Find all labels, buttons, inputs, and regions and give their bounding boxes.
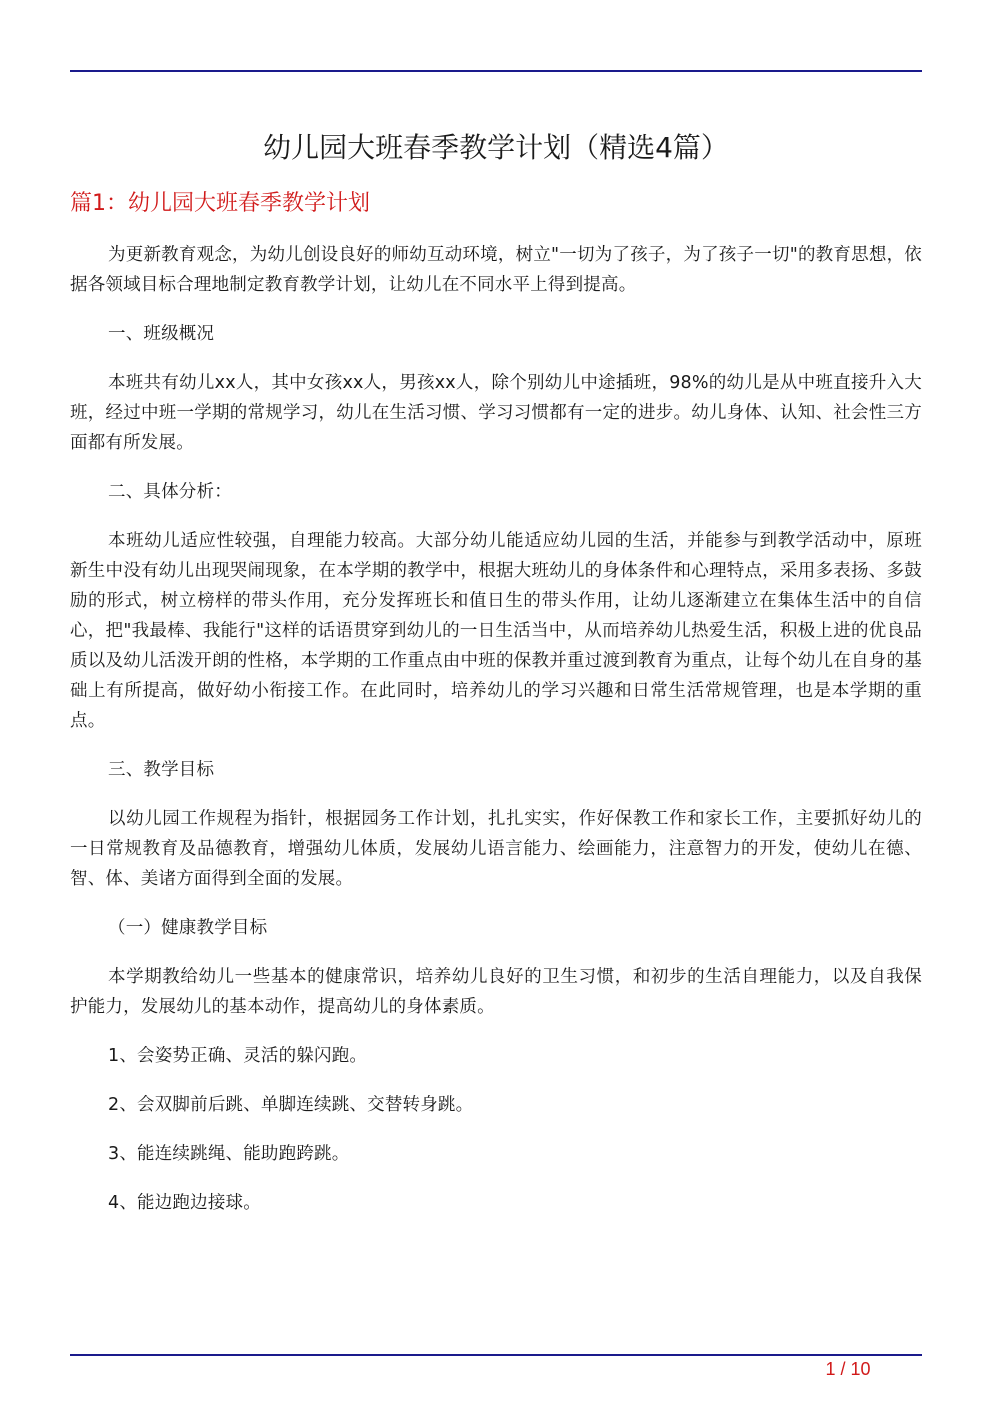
heading-teaching-goals: 三、教学目标 [108, 760, 215, 780]
health-goals-paragraph: 本学期教给幼儿一些基本的健康常识，培养幼儿良好的卫生习惯，和初步的生活自理能力，以及自我保护能力，发展幼儿的基本动作，提高幼儿的身体素质。 [70, 967, 922, 1017]
analysis-paragraph: 本班幼儿适应性较强，自理能力较高。大部分幼儿能适应幼儿园的生活，并能参与到教学活动中，原班新生中没有幼儿出现哭闹现象，在本学期的教学中，根据大班幼儿的身体条件和心理特点，采用多表扬、多鼓励的形式，树立榜样的带头作用，充分发挥班长和值日生的带头作用，让幼儿逐渐建立在集体生活中的自信心，把"我最棒、我能行"这样的话语贯穿到幼儿的一日生活当中，从而培养幼儿热爱生活，积极上进的优良品质以及幼儿活泼开朗的性格，本学期的工作重点由中班的保教并重过渡到教育为重点，让每个幼儿在自身的基础上有所提高，做好幼小衔接工作。在此同时，培养幼儿的学习兴趣和日常生活常规管理，也是本学期的重点。 [70, 531, 922, 731]
document-body [70, 240, 922, 1237]
page-number: 1 / 10 [825, 1359, 871, 1379]
heading-health-goals: （一）健康教学目标 [108, 918, 268, 938]
footer-rule [70, 1354, 922, 1356]
header-rule [70, 70, 922, 72]
class-overview-paragraph: 本班共有幼儿xx人，其中女孩xx人，男孩xx人，除个别幼儿中途插班，98%的幼儿是从中班直接升入大班，经过中班一学期的常规学习，幼儿在生活习惯、学习习惯都有一定的进步。幼儿身体、认知、社会性三方面都有所发展。 [70, 373, 922, 453]
teaching-goals-paragraph: 以幼儿园工作规程为指针，根据园务工作计划，扎扎实实，作好保教工作和家长工作，主要抓好幼儿的一日常规教育及品德教育，增强幼儿体质，发展幼儿语言能力、绘画能力，注意智力的开发，使幼儿在德、智、体、美诸方面得到全面的发展。 [70, 809, 922, 889]
list-item-4: 4、能边跑边接球。 [108, 1193, 261, 1213]
heading-analysis: 二、具体分析： [108, 482, 232, 502]
section-heading: 篇1：幼儿园大班春季教学计划 [70, 191, 370, 216]
list-item-1: 1、会姿势正确、灵活的躲闪跑。 [108, 1046, 368, 1066]
intro-paragraph: 为更新教育观念，为幼儿创设良好的师幼互动环境，树立"一切为了孩子，为了孩子一切"的教育思想，依据各领域目标合理地制定教育教学计划，让幼儿在不同水平上得到提高。 [70, 245, 922, 295]
document-title: 幼儿园大班春季教学计划（精选4篇） [263, 131, 729, 164]
heading-class-overview: 一、班级概况 [108, 324, 215, 344]
list-item-2: 2、会双脚前后跳、单脚连续跳、交替转身跳。 [108, 1095, 474, 1115]
list-item-3: 3、能连续跳绳、能助跑跨跳。 [108, 1144, 350, 1164]
